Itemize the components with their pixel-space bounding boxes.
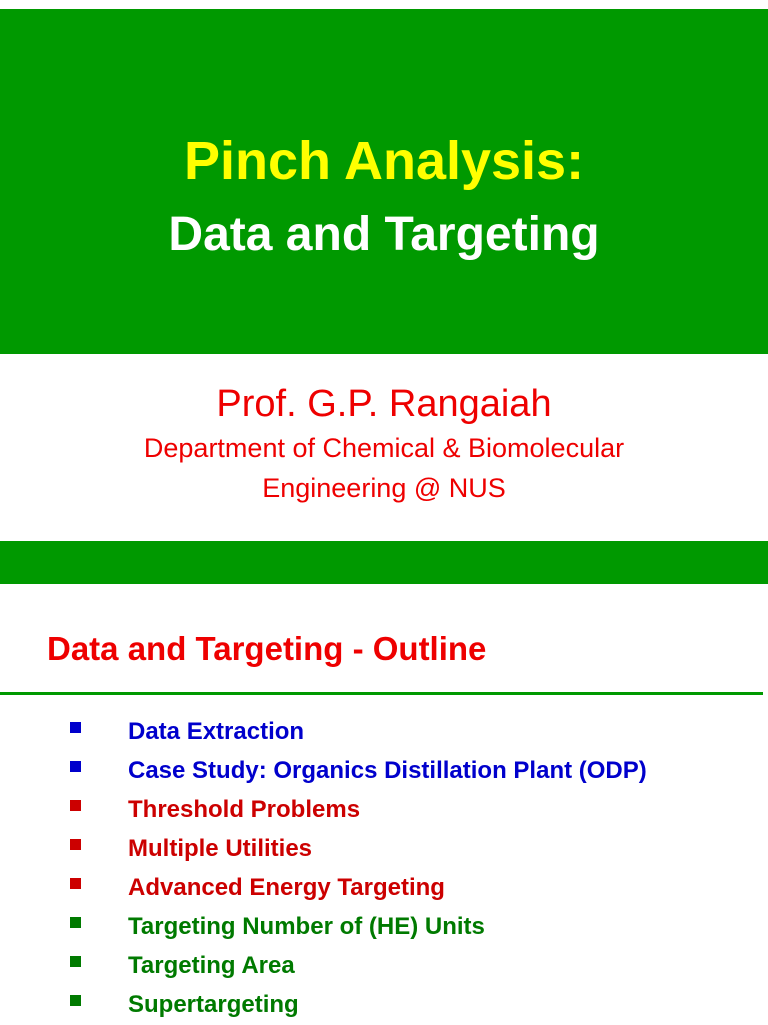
outline-item <box>0 713 768 752</box>
department-line-1: Department of Chemical & Biomolecular <box>143 433 625 463</box>
slide-subtitle: Data and Targeting <box>168 208 600 261</box>
outline-item <box>0 986 768 1025</box>
outline-item-text: Threshold Problems <box>128 796 361 823</box>
slide-title: Pinch Analysis: <box>183 131 585 191</box>
square-bullet-icon <box>70 917 81 928</box>
outline-item-text: Targeting Number of (HE) Units <box>128 913 485 940</box>
square-bullet-icon <box>70 956 81 967</box>
outline-item-text: Case Study: Organics Distillation Plant (ODP) <box>128 757 647 784</box>
outline-heading: Data and Targeting - Outline <box>47 630 487 667</box>
outline-item-text: Supertargeting <box>128 991 299 1018</box>
square-bullet-icon <box>70 722 81 733</box>
outline-item <box>0 869 768 908</box>
author-name: Prof. G.P. Rangaiah <box>216 383 552 425</box>
square-bullet-icon <box>70 800 81 811</box>
outline-item <box>0 752 768 791</box>
outline-item <box>0 908 768 947</box>
outline-item-text: Advanced Energy Targeting <box>128 874 445 901</box>
outline-item <box>0 791 768 830</box>
outline-item-text: Multiple Utilities <box>128 835 313 862</box>
outline-item <box>0 830 768 869</box>
heading-rule <box>0 692 763 695</box>
outline-list <box>0 713 768 1025</box>
outline-item-text: Targeting Area <box>128 952 295 979</box>
square-bullet-icon <box>70 839 81 850</box>
square-bullet-icon <box>70 878 81 889</box>
outline-item <box>0 947 768 986</box>
square-bullet-icon <box>70 761 81 772</box>
department <box>0 428 768 508</box>
divider-band <box>0 541 768 584</box>
square-bullet-icon <box>70 995 81 1006</box>
outline-item-text: Data Extraction <box>128 718 305 745</box>
department-line-2: Engineering @ NUS <box>262 473 506 503</box>
